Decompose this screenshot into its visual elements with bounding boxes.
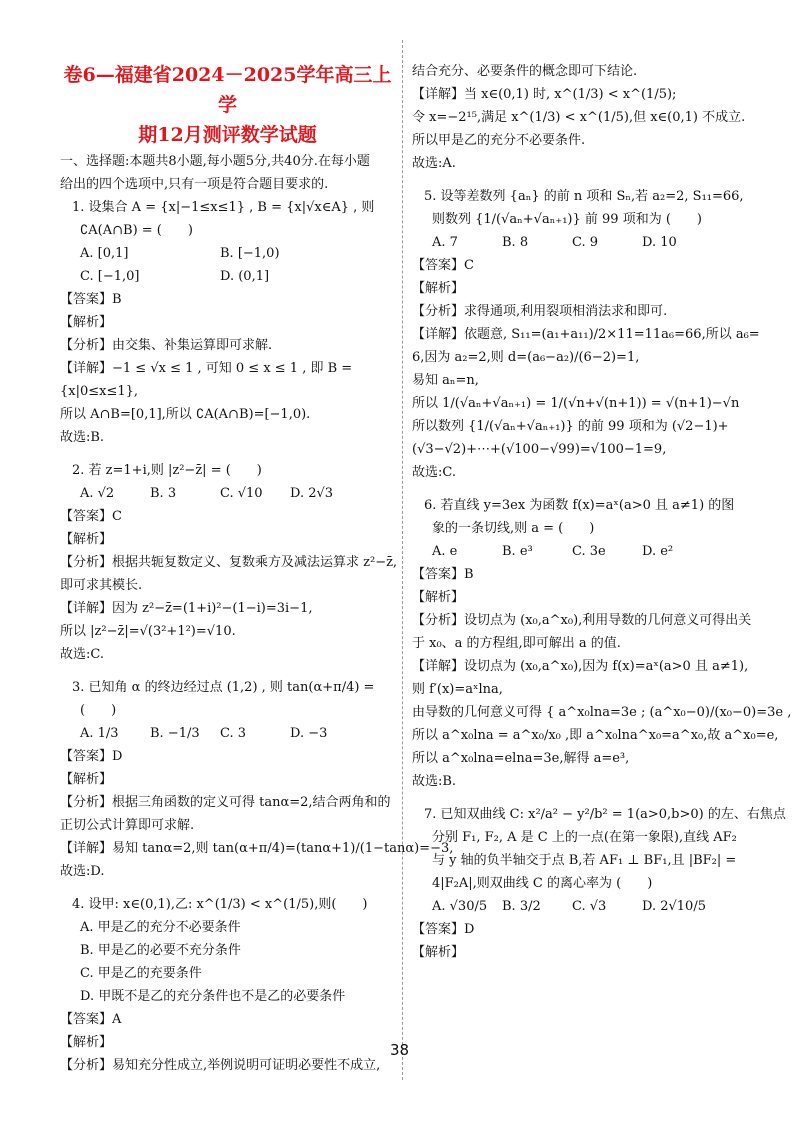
q6-detail-4: 所以 a^x₀lna = a^x₀/x₀ ,即 a^x₀lna^x₀=a^x₀,故 a^x₀=e, xyxy=(412,728,779,743)
q4-detail-1: 【详解】当 x∈(0,1) 时, x^(1/3) < x^(1/5); xyxy=(412,87,677,102)
q5-detail-4: 所以 1/(√aₙ+√aₙ₊₁) = 1/(√n+√(n+1)) = √(n+1)−√n xyxy=(412,396,740,411)
q1-option-b[interactable]: B. [−1,0) xyxy=(220,246,280,261)
q5-stem-2: 则数列 {1/(√aₙ+√aₙ₊₁)} 前 99 项和为 ( ) xyxy=(432,212,702,227)
section-intro-2: 给出的四个选项中,只有一项是符合题目要求的. xyxy=(60,177,329,192)
q3-options xyxy=(60,722,395,745)
q2-options xyxy=(60,482,395,505)
q5-options xyxy=(412,231,767,254)
q1-detail-4: 故选:B. xyxy=(60,430,105,445)
q1-jiexi: 【解析】 xyxy=(60,315,113,330)
q2-detail-3: 故选:C. xyxy=(60,647,104,662)
q7-answer: 【答案】D xyxy=(412,922,475,937)
q6-stem-1: 6. 若直线 y=3ex 为函数 f(x)=aˣ(a>0 且 a≠1) 的图 xyxy=(424,498,735,513)
q7-options xyxy=(412,895,767,918)
q5-detail-6: (√3−√2)+⋯+(√100−√99)=√100−1=9, xyxy=(412,442,667,457)
q4-analysis-1: 【分析】易知充分性成立,举例说明可证明必要性不成立, xyxy=(60,1058,381,1073)
q6-option-a[interactable]: A. e xyxy=(432,544,458,559)
q4-option-c[interactable]: C. 甲是乙的充要条件 xyxy=(80,966,202,981)
q6-detail-6: 故选:B. xyxy=(412,774,457,789)
q3-option-d[interactable]: D. −3 xyxy=(290,726,328,741)
q1-option-d[interactable]: D. (0,1] xyxy=(220,269,270,284)
q5-detail-1: 【详解】依题意, S₁₁=(a₁+a₁₁)/2×11=11a₆=66,所以 a₆= xyxy=(412,327,760,342)
exam-title xyxy=(60,60,395,150)
q6-analysis-1: 【分析】设切点为 (x₀,a^x₀),利用导数的几何意义可得出关 xyxy=(412,613,752,628)
q1-detail-3: 所以 A∩B=[0,1],所以 ∁A(A∩B)=[−1,0). xyxy=(60,407,311,422)
q2-option-c[interactable]: C. √10 xyxy=(220,486,263,501)
q5-stem-1: 5. 设等差数列 {aₙ} 的前 n 项和 Sₙ,若 a₂=2, S₁₁=66, xyxy=(424,189,744,204)
q3-detail-1: 【详解】易知 tanα=2,则 tan(α+π/4)=(tanα+1)/(1−tanα)=−3, xyxy=(60,841,454,856)
q5-option-d[interactable]: D. 10 xyxy=(642,235,677,250)
q7-option-c[interactable]: C. √3 xyxy=(572,899,607,914)
q5-option-a[interactable]: A. 7 xyxy=(432,235,458,250)
q6-jiexi: 【解析】 xyxy=(412,590,465,605)
page-number: 38 xyxy=(390,1041,410,1059)
q7-option-a[interactable]: A. √30/5 xyxy=(432,899,488,914)
question-5 xyxy=(412,185,767,484)
q4-option-d[interactable]: D. 甲既不是乙的充分条件也不是乙的必要条件 xyxy=(80,989,346,1004)
q4-answer: 【答案】A xyxy=(60,1012,122,1027)
q6-detail-2: 则 f′(x)=aˣlna, xyxy=(412,682,503,697)
q3-stem-2: ( ) xyxy=(80,703,117,718)
q6-detail-1: 【详解】设切点为 (x₀,a^x₀),因为 f(x)=aˣ(a>0 且 a≠1), xyxy=(412,659,749,674)
q1-detail-1: 【详解】−1 ≤ √x ≤ 1 , 可知 0 ≤ x ≤ 1 , 即 B = xyxy=(60,361,353,376)
q3-answer: 【答案】D xyxy=(60,749,123,764)
q5-analysis: 【分析】求得通项,利用裂项相消法求和即可. xyxy=(412,304,668,319)
q3-option-c[interactable]: C. 3 xyxy=(220,726,247,741)
q3-analysis-1: 【分析】根据三角函数的定义可得 tanα=2,结合两角和的 xyxy=(60,795,391,810)
q2-analysis-1: 【分析】根据共轭复数定义、复数乘方及减法运算求 z²−z̄, xyxy=(60,555,398,570)
q5-detail-2: 6,因为 a₂=2,则 d=(a₆−a₂)/(6−2)=1, xyxy=(412,350,640,365)
q4-detail-3: 所以甲是乙的充分不必要条件. xyxy=(412,133,586,148)
q6-option-c[interactable]: C. 3e xyxy=(572,544,606,559)
q4-analysis-2: 结合充分、必要条件的概念即可下结论. xyxy=(412,64,638,79)
q2-option-d[interactable]: D. 2√3 xyxy=(290,486,334,501)
q5-detail-5: 所以数列 {1/(√aₙ+√aₙ₊₁)} 的前 99 项和为 (√2−1)+ xyxy=(412,419,729,434)
section-intro-1: 一、选择题:本题共8小题,每小题5分,共40分.在每小题 xyxy=(60,154,370,169)
q7-stem-2: 分别 F₁, F₂, A 是 C 上的一点(在第一象限),直线 AF₂ xyxy=(432,830,737,845)
q7-option-d[interactable]: D. 2√10/5 xyxy=(642,899,706,914)
q7-stem-1: 7. 已知双曲线 C: x²/a² − y²/b² = 1(a>0,b>0) 的左、右焦点 xyxy=(424,807,786,822)
q3-analysis-2: 正切公式计算即可求解. xyxy=(60,818,195,833)
q2-detail-1: 【详解】因为 z²−z̄=(1+i)²−(1−i)=3i−1, xyxy=(60,601,313,616)
q2-stem: 2. 若 z=1+i,则 |z²−z̄| = ( ) xyxy=(72,463,262,478)
q5-option-c[interactable]: C. 9 xyxy=(572,235,599,250)
question-6 xyxy=(412,494,792,793)
q2-answer: 【答案】C xyxy=(60,509,122,524)
q2-option-b[interactable]: B. 3 xyxy=(150,486,177,501)
q1-options-row-2 xyxy=(60,265,395,288)
q2-jiexi: 【解析】 xyxy=(60,532,113,547)
q6-analysis-2: 于 x₀、a 的方程组,即可解出 a 的值. xyxy=(412,636,621,651)
q3-option-a[interactable]: A. 1/3 xyxy=(80,726,119,741)
q4-detail-4: 故选:A. xyxy=(412,156,456,171)
q4-detail-2: 令 x=−2¹⁵,满足 x^(1/3) < x^(1/5),但 x∈(0,1) 不成立. xyxy=(412,110,746,125)
title-line-1: 卷6—福建省2024－2025学年高三上学 xyxy=(63,64,392,116)
q4-stem: 4. 设甲: x∈(0,1),乙: x^(1/3) < x^(1/5),则( ) xyxy=(72,897,368,912)
q7-stem-4: 4|F₂A|,则双曲线 C 的离心率为 ( ) xyxy=(432,876,653,891)
q5-jiexi: 【解析】 xyxy=(412,281,465,296)
q6-option-d[interactable]: D. e² xyxy=(642,544,674,559)
q5-detail-3: 易知 aₙ=n, xyxy=(412,373,479,388)
q6-stem-2: 象的一条切线,则 a = ( ) xyxy=(432,521,595,536)
q4-option-a[interactable]: A. 甲是乙的充分不必要条件 xyxy=(80,920,241,935)
q7-option-b[interactable]: B. 3/2 xyxy=(502,899,541,914)
q2-detail-2: 所以 |z²−z̄|=√(3²+1²)=√10. xyxy=(60,624,236,639)
q1-answer: 【答案】B xyxy=(60,292,122,307)
q4-option-b[interactable]: B. 甲是乙的必要不充分条件 xyxy=(80,943,241,958)
q6-answer: 【答案】B xyxy=(412,567,474,582)
q2-analysis-2: 即可求其模长. xyxy=(60,578,143,593)
q6-detail-3: 由导数的几何意义可得 { a^x₀lna=3e ; (a^x₀−0)/(x₀−0)=3e , xyxy=(412,705,792,720)
q5-option-b[interactable]: B. 8 xyxy=(502,235,529,250)
q1-detail-2: {x|0≤x≤1}, xyxy=(60,384,139,399)
right-column xyxy=(412,60,792,964)
column-divider xyxy=(402,40,403,1080)
title-line-2: 期12月测评数学试题 xyxy=(138,124,317,146)
q6-detail-5: 所以 a^x₀lna=elna=3e,解得 a=e³, xyxy=(412,751,630,766)
q3-stem-1: 3. 已知角 α 的终边经过点 (1,2) , 则 tan(α+π/4) = xyxy=(72,680,375,695)
question-1 xyxy=(60,196,395,449)
q1-option-a[interactable]: A. [0,1] xyxy=(80,246,129,261)
q3-detail-2: 故选:D. xyxy=(60,864,105,879)
q3-jiexi: 【解析】 xyxy=(60,772,113,787)
q1-stem-1: 1. 设集合 A = {x|−1≤x≤1} , B = {x|√x∈A} , 则 xyxy=(72,200,375,215)
q2-option-a[interactable]: A. √2 xyxy=(80,486,115,501)
q7-jiexi: 【解析】 xyxy=(412,945,465,960)
question-7 xyxy=(412,803,786,964)
q6-options xyxy=(412,540,767,563)
q7-stem-3: 与 y 轴的负半轴交于点 B,若 AF₁ ⊥ BF₁,且 |BF₂| = xyxy=(432,853,737,868)
q1-stem-2: ∁A(A∩B) = ( ) xyxy=(80,223,193,238)
q5-detail-7: 故选:C. xyxy=(412,465,456,480)
q1-options-row-1 xyxy=(60,242,395,265)
q1-option-c[interactable]: C. [−1,0] xyxy=(80,269,140,284)
q4-jiexi: 【解析】 xyxy=(60,1035,113,1050)
question-4-continued xyxy=(412,60,767,175)
question-2 xyxy=(60,459,398,666)
q1-analysis: 【分析】由交集、补集运算即可求解. xyxy=(60,338,273,353)
q6-option-b[interactable]: B. e³ xyxy=(502,544,533,559)
q5-answer: 【答案】C xyxy=(412,258,474,273)
question-4 xyxy=(60,893,395,1077)
q3-option-b[interactable]: B. −1/3 xyxy=(150,726,200,741)
